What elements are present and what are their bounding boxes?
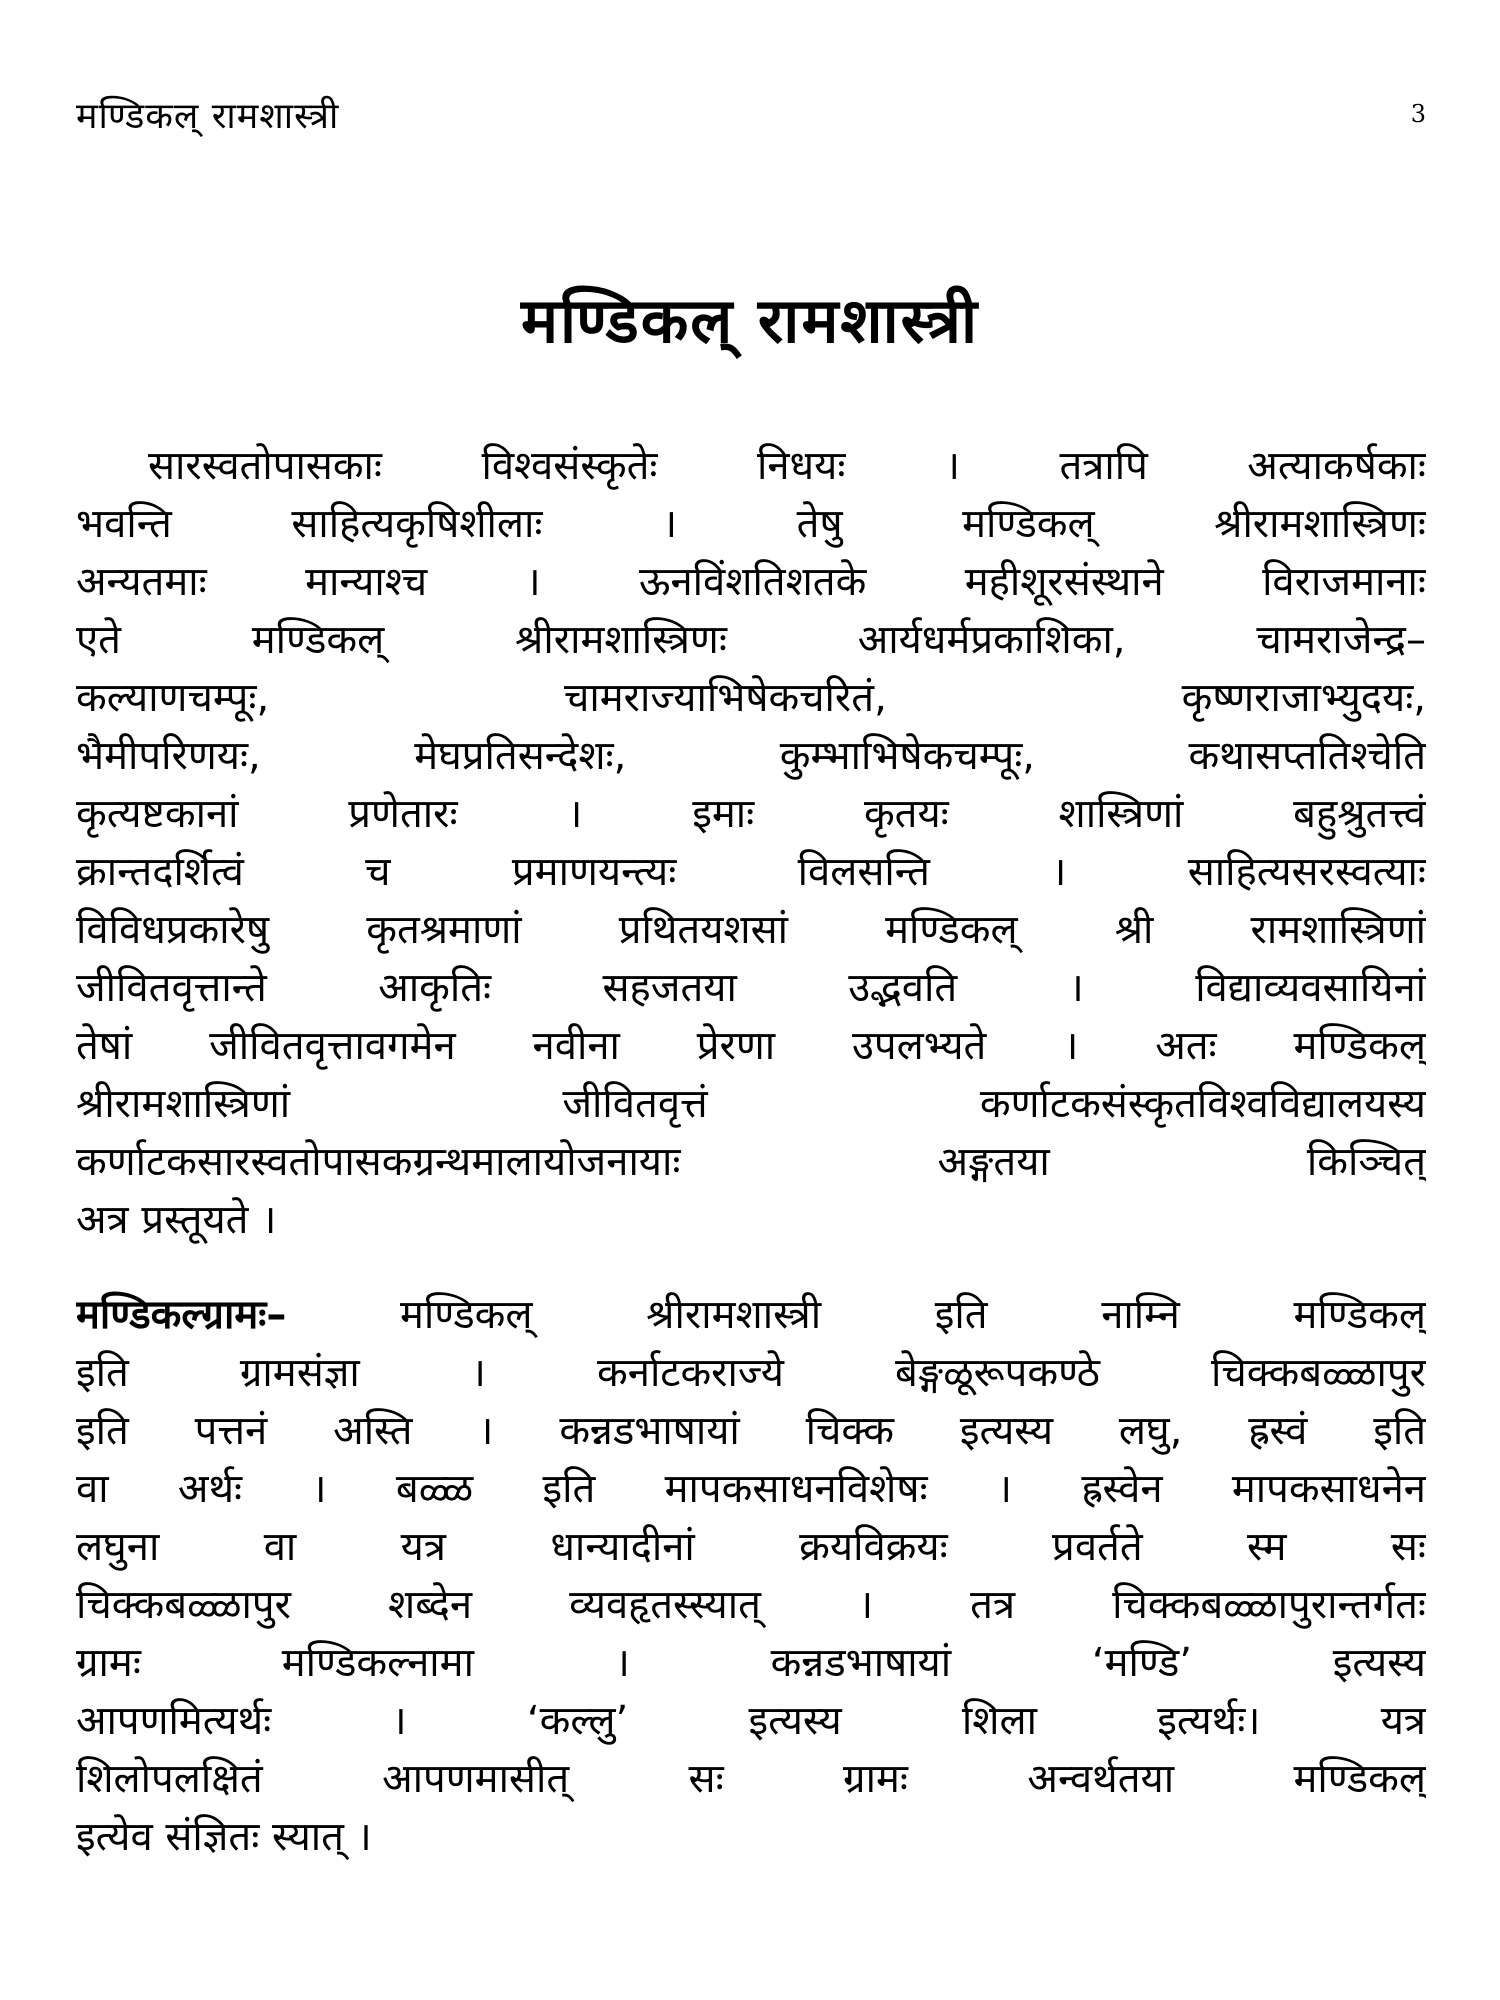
paragraph-line: शिलोपलक्षितं आपणमासीत् सः ग्रामः अन्वर्थतया मण्डिकल् [76,1756,1426,1802]
paragraph-line: क्रान्तदर्शित्वं च प्रमाणयन्त्यः विलसन्ति । साहित्यसरस्वत्याः [76,849,1426,895]
paragraph-line: इति पत्तनं अस्ति । कन्नडभाषायां चिक्क इत्यस्य लघु, ह्रस्वं इति [76,1408,1426,1454]
page-title: मण्डिकल् रामशास्त्री [520,284,980,357]
paragraph-line: इति ग्रामसंज्ञा । कर्नाटकराज्ये बेङ्गळूरूपकण्ठे चिक्कबळ्ळापुर [76,1350,1426,1396]
paragraph-line: कल्याणचम्पूः, चामराज्याभिषेकचरितं, कृष्णराजाभ्युदयः, [76,675,1426,721]
paragraph-line: अत्र प्रस्तूयते । [76,1197,277,1243]
paragraph-line: लघुना वा यत्र धान्यादीनां क्रयविक्रयः प्रवर्तते स्म सः [76,1524,1426,1570]
paragraph-line: श्रीरामशास्त्रिणां जीवितवृत्तं कर्णाटकसंस्कृतविश्वविद्यालयस्य [76,1081,1426,1127]
running-title: मण्डिकल् रामशास्त्री [76,96,340,137]
paragraph-line: चिक्कबळ्ळापुर शब्देन व्यवहृतस्स्यात् । तत्र चिक्कबळ्ळापुरान्तर्गतः [76,1582,1426,1628]
paragraph-line: भवन्ति साहित्यकृषिशीलाः । तेषु मण्डिकल् श्रीरामशास्त्रिणः [76,501,1426,547]
running-header [76,92,1426,142]
paragraph-first-line [76,1286,1426,1344]
paragraph-line: सारस्वतोपासकाः विश्वसंस्कृतेः निधयः । तत्रापि अत्याकर्षकाः [148,443,1426,489]
paragraph-line: वा अर्थः । बळ्ळ इति मापकसाधनविशेषः । ह्रस्वेन मापकसाधनेन [76,1466,1426,1512]
village-paragraph [76,1286,1426,1866]
section-lead-term: मण्डिकल्ग्रामः– [76,1292,287,1338]
paragraph-line: भैमीपरिणयः, मेघप्रतिसन्देशः, कुम्भाभिषेकचम्पूः, कथासप्ततिश्चेति [76,733,1426,779]
intro-paragraph [76,437,1426,1249]
paragraph-line: जीवितवृत्तान्ते आकृतिः सहजतया उद्भवति । विद्याव्यवसायिनां [76,965,1426,1011]
paragraph-line: अन्यतमाः मान्याश्च । ऊनविंशतिशतके महीशूरसंस्थाने विराजमानाः [76,559,1426,605]
paragraph-line: विविधप्रकारेषु कृतश्रमाणां प्रथितयशसां मण्डिकल् श्री रामशास्त्रिणां [76,907,1426,953]
paragraph-line: एते मण्डिकल् श्रीरामशास्त्रिणः आर्यधर्मप्रकाशिका, चामराजेन्द्र– [76,617,1426,663]
page-number: 3 [1410,100,1426,128]
paragraph-line: आपणमित्यर्थः । ‘कल्लु’ इत्यस्य शिला इत्यर्थः। यत्र [76,1698,1426,1744]
paragraph-line: तेषां जीवितवृत्तावगमेन नवीना प्रेरणा उपलभ्यते । अतः मण्डिकल् [76,1023,1426,1069]
paragraph-line: कर्णाटकसारस्वतोपासकग्रन्थमालायोजनायाः अङ्गतया किञ्चित् [76,1139,1426,1185]
paragraph-line: ग्रामः मण्डिकल्नामा । कन्नडभाषायां ‘मण्डि’ इत्यस्य [76,1640,1426,1686]
first-line-text: मण्डिकल् श्रीरामशास्त्री इति नाम्नि मण्डिकल् [286,1292,1426,1338]
paragraph-line: कृत्यष्टकानां प्रणेतारः । इमाः कृतयः शास्त्रिणां बहुश्रुतत्त्वं [76,791,1426,837]
paragraph-line: इत्येव संज्ञितः स्यात् । [76,1814,372,1860]
